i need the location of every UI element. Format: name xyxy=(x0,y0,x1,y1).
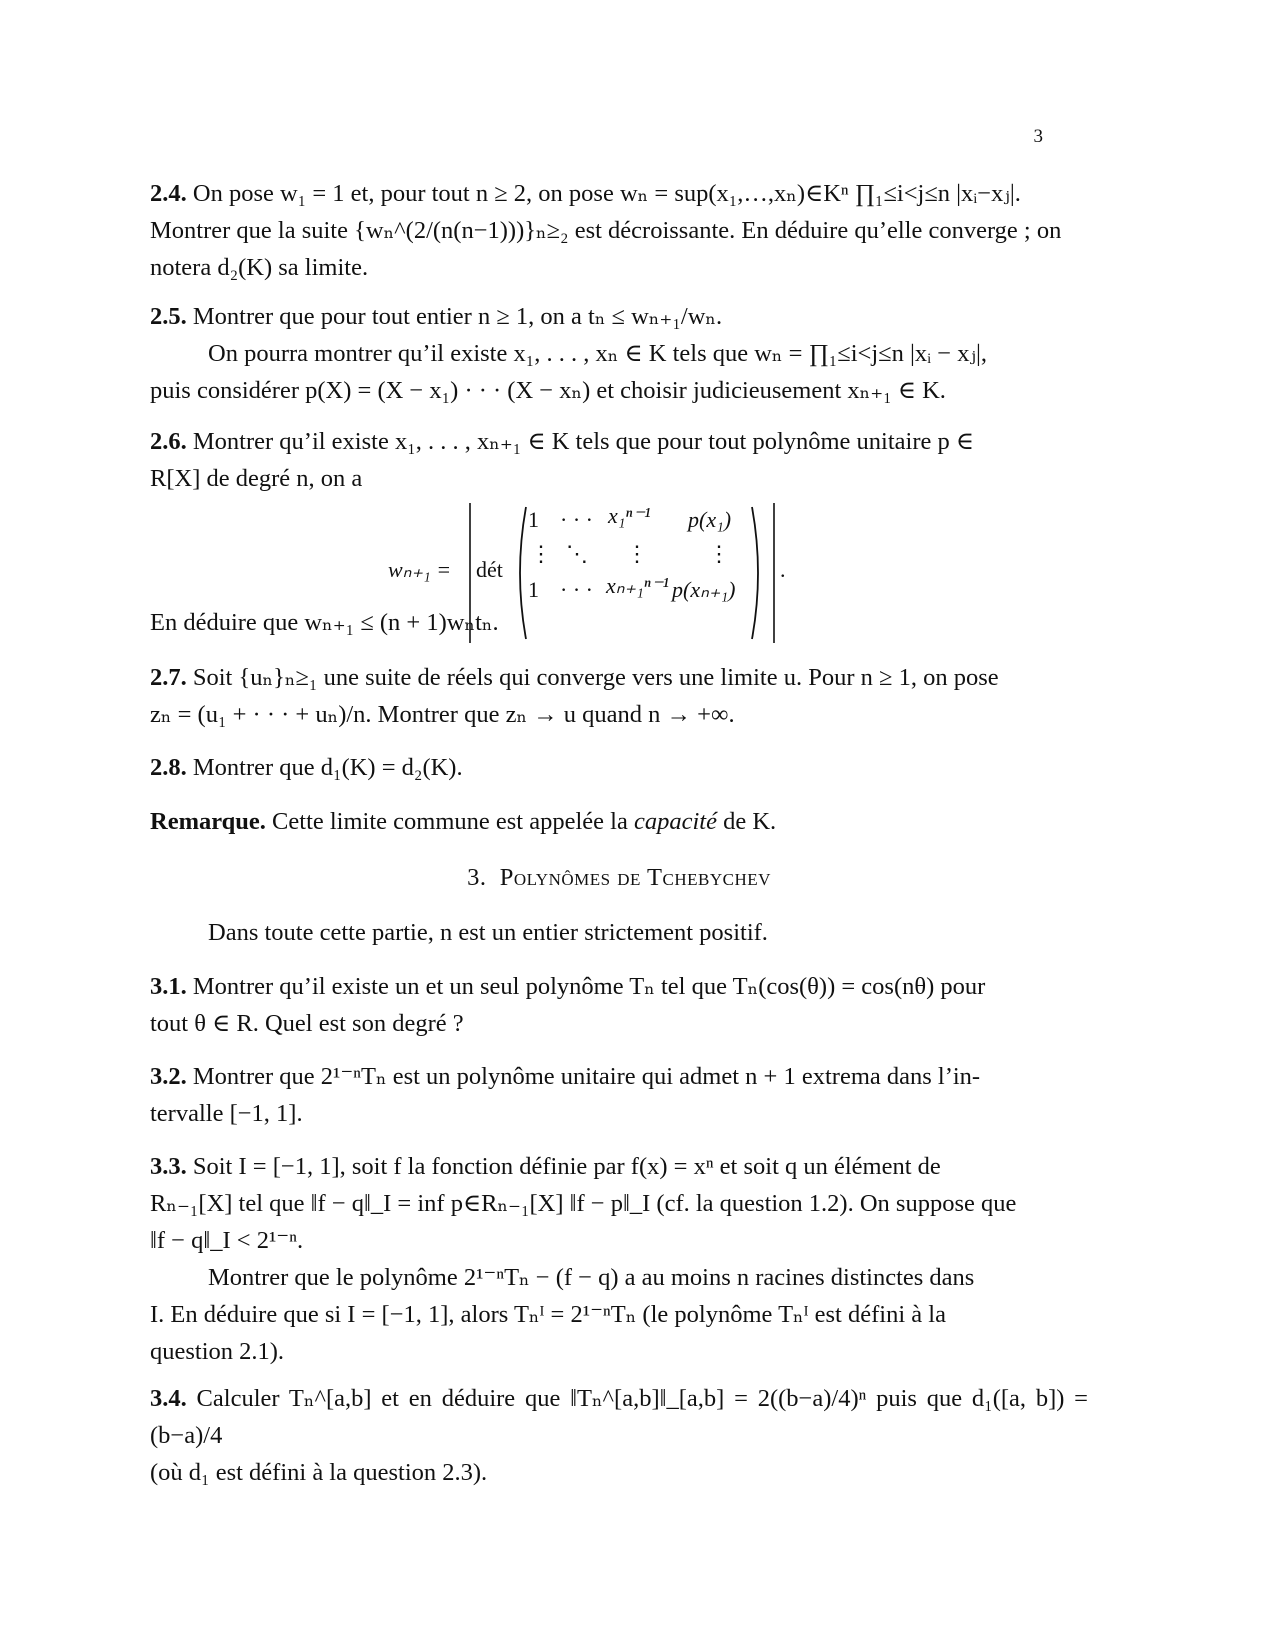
q24-line2: Montrer que la suite {wₙ^(2/(n(n−1)))}ₙ≥₂ est décroissante. En déduire qu’elle converge ; on xyxy=(150,217,1062,244)
q26-line1: Montrer qu’il existe x₁, . . . , xₙ₊₁ ∈ K tels que pour tout polynôme unitaire p ∈ xyxy=(192,428,975,455)
question-label: 3.2. xyxy=(150,1063,187,1090)
section-heading xyxy=(150,864,1088,892)
matrix-cell: xₙ₊₁ⁿ⁻¹ xyxy=(606,573,669,598)
section-number: 3. xyxy=(467,864,487,891)
q26-conclusion xyxy=(150,604,1088,641)
q34-line2: (où d₁ est défini à la question 2.3). xyxy=(150,1459,488,1486)
section-title: Polynômes de Tchebychev xyxy=(499,864,771,891)
matrix-cell: ⋮ xyxy=(708,541,730,566)
section-intro xyxy=(150,914,1088,951)
question-3-2 xyxy=(150,1058,1088,1132)
q27-line2: zₙ = (u₁ + · · · + uₙ)/n. Montrer que zₙ → u quand n → +∞. xyxy=(150,701,735,728)
remark xyxy=(150,803,1088,840)
remark-emphasis: capacité xyxy=(633,808,717,835)
equation-period: . xyxy=(780,557,786,582)
q25-line2: On pourra montrer qu’il existe x₁, . . . , xₙ ∈ K tels que wₙ = ∏₁≤i<j≤n |xᵢ − xⱼ|, xyxy=(208,340,987,367)
q34-line1: Calculer Tₙ^[a,b] et en déduire que ‖Tₙ^[a,b]‖_[a,b] = 2((b−a)/4)ⁿ puis que d₁([a, b]) = (b−a)/4 xyxy=(150,1385,1088,1449)
q31-line2: tout θ ∈ R. Quel est son degré ? xyxy=(150,1010,464,1037)
q32-line1: Montrer que 2¹⁻ⁿTₙ est un polynôme unitaire qui admet n + 1 extrema dans l’in- xyxy=(192,1063,981,1090)
q28-line1: Montrer que d₁(K) = d₂(K). xyxy=(192,754,463,781)
question-2-5 xyxy=(150,298,1088,409)
question-label: 3.4. xyxy=(150,1385,187,1412)
q24-line3: notera d₂(K) sa limite. xyxy=(150,254,369,281)
question-2-8 xyxy=(150,749,1088,786)
q24-line1: On pose w₁ = 1 et, pour tout n ≥ 2, on pose wₙ = sup(x₁,…,xₙ)∈Kⁿ ∏₁≤i<j≤n |xᵢ−xⱼ|. xyxy=(192,180,1021,207)
question-label: 2.4. xyxy=(150,180,187,207)
equation-lhs: wₙ₊₁ = xyxy=(388,557,452,582)
remark-label: Remarque. xyxy=(150,808,266,835)
question-2-6 xyxy=(150,423,1088,497)
question-3-3 xyxy=(150,1148,1088,1370)
q33-line3: ‖f − q‖_I < 2¹⁻ⁿ. xyxy=(150,1227,304,1254)
matrix-cell: p(xₙ₊₁) xyxy=(672,577,736,602)
remark-text-before: Cette limite commune est appelée la xyxy=(272,808,628,835)
matrix-cell: 1 xyxy=(528,577,539,602)
q32-line2: tervalle [−1, 1]. xyxy=(150,1100,303,1127)
remark-text-after: de K. xyxy=(723,808,777,835)
q25-line3: puis considérer p(X) = (X − x₁) · · · (X − xₙ) et choisir judicieusement xₙ₊₁ ∈ K. xyxy=(150,377,946,404)
q33-line6: question 2.1). xyxy=(150,1338,285,1365)
question-label: 2.7. xyxy=(150,664,187,691)
question-3-1 xyxy=(150,968,1088,1042)
question-label: 2.6. xyxy=(150,428,187,455)
matrix-cell: · · · xyxy=(560,507,593,532)
q26-line3: En déduire que wₙ₊₁ ≤ (n + 1)wₙtₙ. xyxy=(150,609,499,636)
question-3-4 xyxy=(150,1380,1088,1491)
question-label: 2.8. xyxy=(150,754,187,781)
question-2-4 xyxy=(150,175,1088,286)
matrix-cell: ⋱ xyxy=(566,541,588,566)
question-2-7 xyxy=(150,659,1088,733)
question-label: 3.1. xyxy=(150,973,187,1000)
matrix-cell: ⋮ xyxy=(626,541,648,566)
matrix-cell: x₁ⁿ⁻¹ xyxy=(608,503,651,528)
matrix-cell: p(x₁) xyxy=(688,507,732,532)
matrix-cell: 1 xyxy=(528,507,539,532)
q26-line2: R[X] de degré n, on a xyxy=(150,465,363,492)
det-operator: dét xyxy=(476,557,503,582)
section-intro-text: Dans toute cette partie, n est un entier strictement positif. xyxy=(208,919,768,946)
matrix-cell: ⋮ xyxy=(530,541,552,566)
q33-line4: Montrer que le polynôme 2¹⁻ⁿTₙ − (f − q) a au moins n racines distinctes dans xyxy=(208,1264,975,1291)
matrix-cell: · · · xyxy=(560,577,593,602)
q33-line5: I. En déduire que si I = [−1, 1], alors Tₙᴵ = 2¹⁻ⁿTₙ (le polynôme Tₙᴵ est défini à la xyxy=(150,1301,946,1328)
question-label: 3.3. xyxy=(150,1153,187,1180)
page-number: 3 xyxy=(1033,126,1043,147)
q25-line1: Montrer que pour tout entier n ≥ 1, on a tₙ ≤ wₙ₊₁/wₙ. xyxy=(192,303,723,330)
q31-line1: Montrer qu’il existe un et un seul polynôme Tₙ tel que Tₙ(cos(θ)) = cos(nθ) pour xyxy=(192,973,986,1000)
q33-line1: Soit I = [−1, 1], soit f la fonction définie par f(x) = xⁿ et soit q un élément de xyxy=(192,1153,941,1180)
q27-line1: Soit {uₙ}ₙ≥₁ une suite de réels qui converge vers une limite u. Pour n ≥ 1, on pose xyxy=(192,664,999,691)
q33-line2: Rₙ₋₁[X] tel que ‖f − q‖_I = inf p∈Rₙ₋₁[X] ‖f − p‖_I (cf. la question 1.2). On suppose que xyxy=(150,1190,1017,1217)
question-label: 2.5. xyxy=(150,303,187,330)
